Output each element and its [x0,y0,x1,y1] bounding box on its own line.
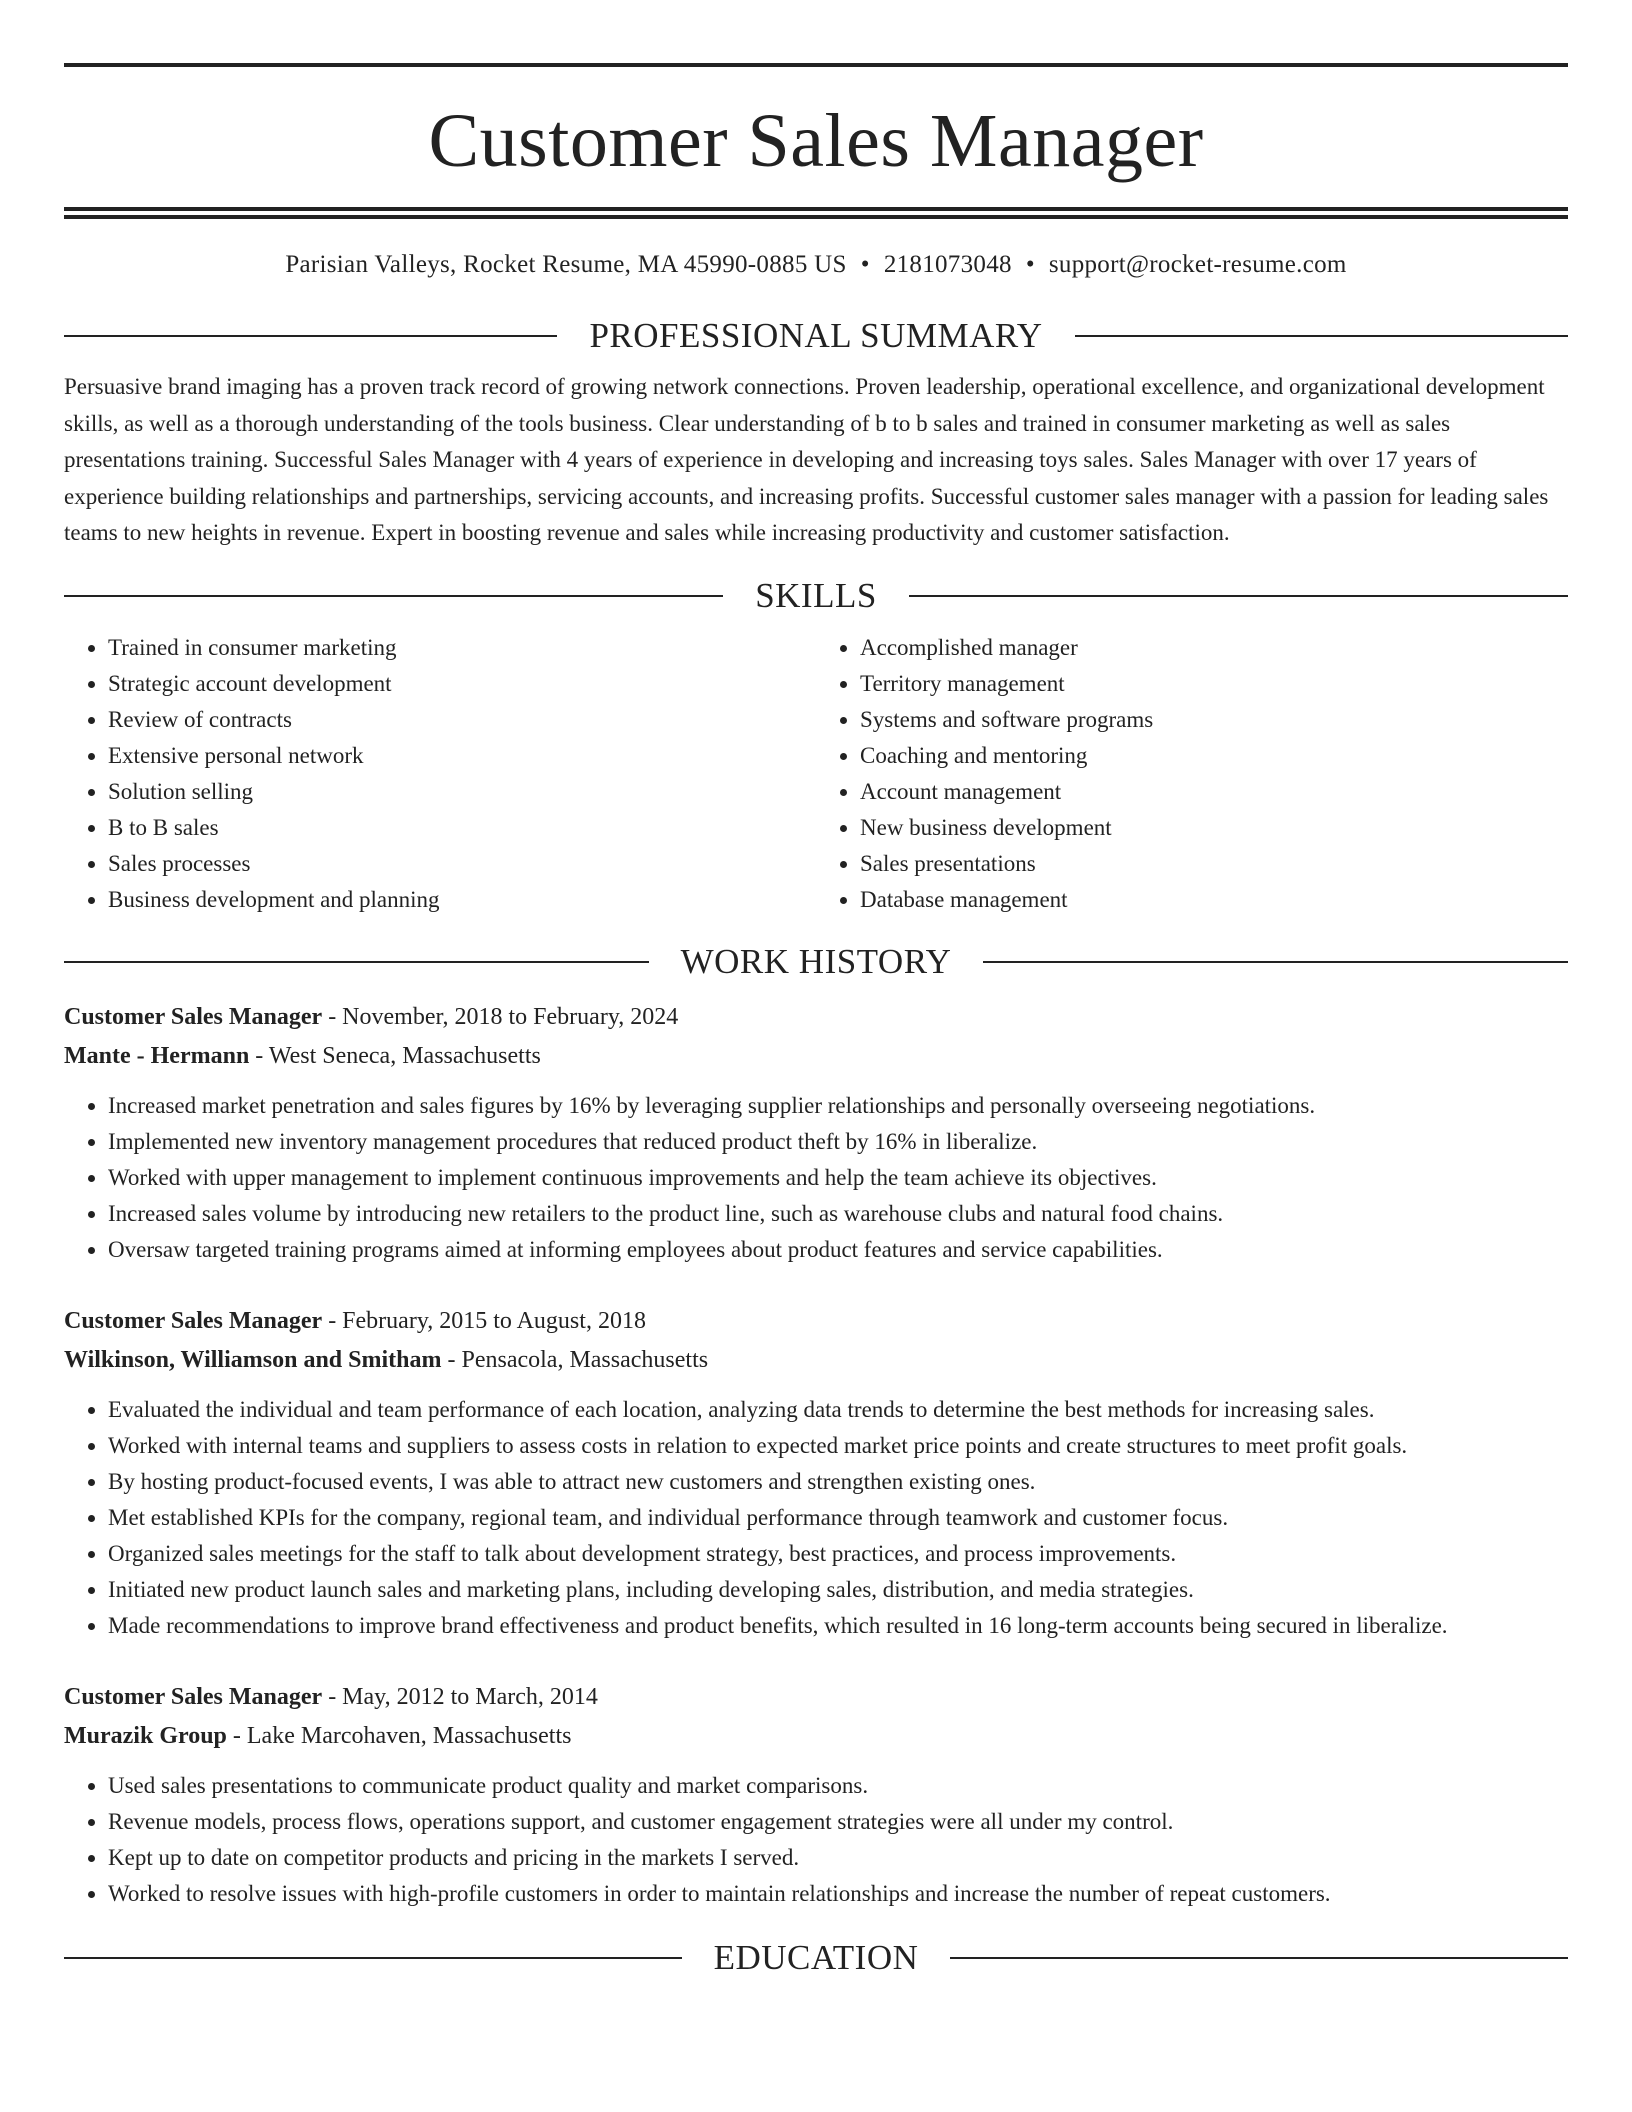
skills-list [64,630,1568,918]
skill-item: • Coaching and mentoring [860,738,1568,774]
work-history-list [64,998,1568,1912]
contact-phone: 2181073048 [883,251,1012,278]
skill-item: • Solution selling [108,774,816,810]
job-bullet: • Implemented new inventory management procedures that reduced product theft by 16% in liberalize. [108,1124,1568,1160]
contact-line [64,249,1568,281]
job-bullet: • Worked with upper management to implement continuous improvements and help the team achieve its objectives. [108,1160,1568,1196]
skill-item: • Territory management [860,666,1568,702]
job-dates: - February, 2015 to August, 2018 [322,1307,646,1334]
heading-rule-right [909,595,1568,597]
job-bullet: • Made recommendations to improve brand effectiveness and product benefits, which resulted in 16 long-term accounts being secured in liberalize. [108,1608,1568,1644]
skills-column-left [64,630,816,918]
section-heading-education [64,1938,1568,1978]
section-title: WORK HISTORY [680,941,952,981]
contact-separator: • [860,251,870,278]
job-bullet: • Initiated new product launch sales and marketing plans, including developing sales, distribution, and media strategies. [108,1572,1568,1608]
job-company: Wilkinson, Williamson and Smitham [64,1346,442,1373]
job-title-line [64,1678,1568,1717]
job-bullet: • Worked to resolve issues with high-profile customers in order to maintain relationships and increase the number of repeat customers. [108,1876,1568,1912]
job-title: Customer Sales Manager [64,1307,323,1334]
job-location: - Pensacola, Massachusetts [441,1346,709,1373]
job-bullet: • Worked with internal teams and suppliers to assess costs in relation to expected market price points and create structures to meet profit goals. [108,1428,1568,1464]
skill-item: • B to B sales [108,810,816,846]
section-title: PROFESSIONAL SUMMARY [589,316,1043,355]
job-title-line [64,1302,1568,1341]
skill-item: • Strategic account development [108,666,816,702]
heading-rule-left [64,961,649,963]
job-dates: - November, 2018 to February, 2024 [322,1003,679,1030]
double-rule [64,207,1568,219]
job-bullet: • Oversaw targeted training programs aimed at informing employees about product features and service capabilities. [108,1232,1568,1268]
job-company: Murazik Group [64,1722,227,1749]
job-company-line [64,1037,1568,1076]
skill-item: • Systems and software programs [860,702,1568,738]
heading-rule-right [1075,335,1568,337]
summary-text: Persuasive brand imaging has a proven track record of growing network connections. Proven leadership, operational excellence, and organizational development skills, as well as a thorough understanding of the tools business. Clear understanding of b to b sales and trained in consumer marketing as well as sales presentations training. Successful Sales Manager with 4 years of experience in developing and increasing toys sales. Sales Manager with over 17 years of experience building relationships and partnerships, servicing accounts, and increasing profits. Successful customer sales manager with a passion for leading sales teams to new heights in revenue. Expert in boosting revenue and sales while increasing productivity and customer satisfaction. [64,374,1549,545]
skill-item: • Sales processes [108,846,816,882]
job-bullet: • Kept up to date on competitor products and pricing in the markets I served. [108,1840,1568,1876]
heading-rule-right [983,961,1568,963]
heading-rule-right [950,1957,1568,1959]
job-bullet: • Organized sales meetings for the staff to talk about development strategy, best practices, and process improvements. [108,1536,1568,1572]
skill-item: • New business development [860,810,1568,846]
section-heading-work [64,942,1568,982]
job-bullet: • By hosting product-focused events, I was able to attract new customers and strengthen existing ones. [108,1464,1568,1500]
job-bullet: • Met established KPIs for the company, regional team, and individual performance through teamwork and customer focus. [108,1500,1568,1536]
top-rule [64,63,1568,67]
job-bullet: • Increased sales volume by introducing new retailers to the product line, such as warehouse clubs and natural food chains. [108,1196,1568,1232]
job-bullet: • Used sales presentations to communicate product quality and market comparisons. [108,1768,1568,1804]
job-bullet: • Evaluated the individual and team performance of each location, analyzing data trends to determine the best methods for increasing sales. [108,1392,1568,1428]
section-heading-skills [64,576,1568,616]
job-entry [64,1678,1568,1912]
skill-item: • Account management [860,774,1568,810]
job-company-line [64,1341,1568,1380]
contact-email: support@rocket-resume.com [1048,251,1347,278]
section-heading-summary [64,316,1568,356]
section-title: SKILLS [755,575,877,615]
job-company: Mante - Hermann [64,1042,250,1069]
skill-item: • Review of contracts [108,702,816,738]
job-entry [64,1302,1568,1644]
job-bullets [64,1768,1568,1912]
job-location: - Lake Marcohaven, Massachusetts [226,1722,572,1749]
job-bullets [64,1088,1568,1268]
job-bullet: • Revenue models, process flows, operations support, and customer engagement strategies were all under my control. [108,1804,1568,1840]
job-location: - West Seneca, Massachusetts [249,1042,541,1069]
heading-rule-left [64,595,723,597]
job-title: Customer Sales Manager [64,1003,323,1030]
contact-separator: • [1025,251,1035,278]
contact-address: Parisian Valleys, Rocket Resume, MA 45990-0885 US [285,251,847,278]
job-bullet: • Increased market penetration and sales figures by 16% by leveraging supplier relationships and personally overseeing negotiations. [108,1088,1568,1124]
skill-item: • Trained in consumer marketing [108,630,816,666]
job-title-line [64,998,1568,1037]
job-entry [64,998,1568,1268]
job-company-line [64,1717,1568,1756]
heading-rule-left [64,335,557,337]
heading-rule-left [64,1957,682,1959]
skill-item: • Accomplished manager [860,630,1568,666]
job-title: Customer Sales Manager [64,1683,323,1710]
skill-item: • Database management [860,882,1568,918]
skill-item: • Extensive personal network [108,738,816,774]
skills-column-right [816,630,1568,918]
candidate-name: Customer Sales Manager [428,99,1204,183]
skill-item: • Business development and planning [108,882,816,918]
job-bullets [64,1392,1568,1644]
section-title: EDUCATION [713,1937,919,1977]
job-dates: - May, 2012 to March, 2014 [322,1683,598,1710]
skill-item: • Sales presentations [860,846,1568,882]
